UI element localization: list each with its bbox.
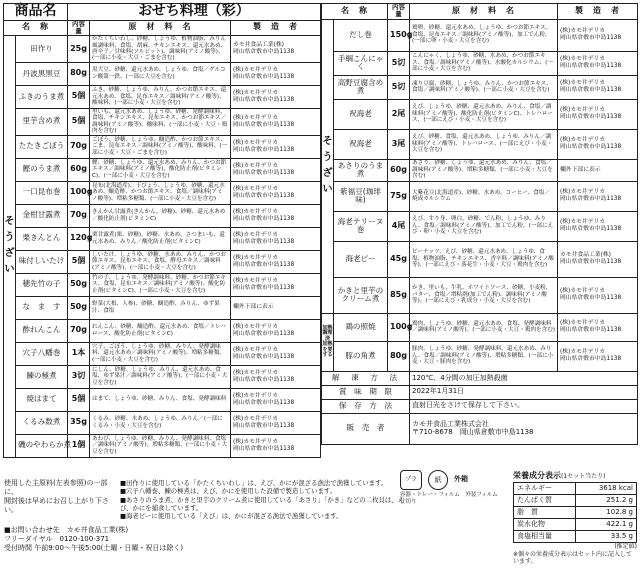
item-name: だし巻 bbox=[334, 19, 388, 51]
side-label: そ う ざ い bbox=[4, 36, 16, 457]
nutrition-label: 脂 質 bbox=[514, 507, 576, 519]
item-name: くるみ数煮 bbox=[16, 411, 68, 434]
table-row bbox=[322, 313, 638, 341]
table-row bbox=[4, 85, 321, 108]
item-content: 60g bbox=[388, 159, 410, 181]
item-content: 1個 bbox=[68, 434, 90, 457]
table-row bbox=[322, 277, 638, 313]
col-maker-header-right: 製 造 者 bbox=[558, 4, 638, 20]
item-name: あさりのうま煮 bbox=[334, 159, 388, 181]
contact-block bbox=[4, 526, 334, 553]
nutrition-value: 33.5 g bbox=[575, 531, 637, 543]
item-maker: (株)カモ井デリカ 岡山県倉敷市中島1138 bbox=[558, 51, 638, 75]
item-content: 2尾 bbox=[388, 99, 410, 129]
item-maker: (株)カモ井デリカ 岡山県倉敷市中島1138 bbox=[231, 365, 321, 388]
item-maker: (株)カモ井デリカ 岡山県倉敷市中島1138 bbox=[231, 250, 321, 273]
side-label-right-heat: 加熱調理済 加熱を要する bbox=[322, 313, 334, 371]
item-name: 鰊の極煮 bbox=[16, 365, 68, 388]
nutrition-row bbox=[514, 531, 637, 543]
footer-left-line1: 使用した主原料(左表参照)の一部に、 bbox=[4, 479, 108, 497]
item-ingredients: 大紫花豆(北海道産)、砂糖、水あめ、コーヒー、食塩／焼成カルシウム bbox=[410, 181, 558, 211]
allergen-note: ■あさりのうま煮、かきと里芋のクリーム煮に使用している「あさり」「かき」などの二枚貝は、えび、かにを捕食しています。 bbox=[120, 495, 405, 512]
item-ingredients: 野菜(大根、人参)、砂糖、醸造酢、みりん、ゆず果汁、食塩 bbox=[90, 296, 231, 319]
item-ingredients: はまて、しょうゆ、砂糖、みりん、食塩、発酵調味料 bbox=[90, 388, 231, 411]
item-maker: カモ井食品工業(株) 岡山県倉敷市中島1138 bbox=[558, 241, 638, 277]
item-maker: (株)カモ井デリカ 岡山県倉敷市中島1138 bbox=[231, 227, 321, 250]
item-content: 60g bbox=[68, 158, 90, 181]
item-ingredients: 栗甘露煮(栗、砂糖)、砂糖、水あめ、さつまいも、還元水あめ、みりん／酸化防止剤(ビタミンC) bbox=[90, 227, 231, 250]
item-content: 5切 bbox=[388, 75, 410, 99]
item-content: 5個 bbox=[68, 388, 90, 411]
seller-label: 販 売 者 bbox=[322, 413, 410, 444]
table-row bbox=[4, 135, 321, 158]
recycle-marks bbox=[400, 470, 508, 505]
item-name: 海老テリーヌ巻 bbox=[334, 211, 388, 241]
col-content-header-right: 内容量 bbox=[388, 4, 410, 20]
item-ingredients: あわび、しょうゆ、砂糖、みりん、発酵調味料、食塩／調味料(アミノ酸等)、増粘多糖類、(一部に小麦・大豆を含む) bbox=[90, 434, 231, 457]
table-row bbox=[4, 36, 321, 63]
item-ingredients: 竹の子、しょうゆ、発酵調味料、砂糖、かつお節エキス、食塩、昆布エキス／調味料(アミノ酸等)、酸化防止剤(ビタミンC)、(一部に小麦・大豆を含む) bbox=[90, 273, 231, 296]
nutrition-panel bbox=[513, 471, 637, 566]
item-content: 5個 bbox=[68, 108, 90, 135]
seller-value: カモ井食品工業株式会社 〒710-8678 岡山県倉敷市中島1138 bbox=[410, 413, 638, 444]
item-name: 味付しいたけ bbox=[16, 250, 68, 273]
item-content: 25g bbox=[68, 36, 90, 63]
item-ingredients: ふき、砂糖、しょうゆ、みりん、かつお節エキス、還元水あめ、食塩、昆布エキス／調味料(アミノ酸等)、酸味料、(一部に小麦・大豆を含む) bbox=[90, 85, 231, 108]
item-content: 120g bbox=[68, 227, 90, 250]
table-row bbox=[322, 19, 638, 51]
table-row bbox=[4, 227, 321, 250]
item-maker: (株)カモ井デリカ 岡山県倉敷市中島1138 bbox=[558, 19, 638, 51]
col-name-header-right: 名 称 bbox=[322, 4, 388, 20]
item-name: 豚の角煮 bbox=[334, 341, 388, 371]
item-name: 穂先竹の子 bbox=[16, 273, 68, 296]
item-ingredients: 凍り豆腐、砂糖、しょうゆ、みりん、かつお節エキス、食塩／調味料(アミノ酸等)、(一部に小麦・大豆を含む) bbox=[410, 75, 558, 99]
allergen-note: ■海老ピーに使用している「えび」は、かにが混ざる漁法で漁獲しています。 bbox=[120, 512, 343, 521]
item-maker: (株)カモ井デリカ 岡山県倉敷市中島1138 bbox=[231, 434, 321, 457]
expiry-label: 賞 味 期 限 bbox=[322, 385, 410, 399]
table-row bbox=[322, 75, 638, 99]
item-content: 100g bbox=[68, 181, 90, 204]
item-maker: (株)カモ井デリカ 岡山県倉敷市中島1138 bbox=[231, 85, 321, 108]
table-row bbox=[322, 181, 638, 211]
item-ingredients: 鰹、砂糖、しょうゆ、還元水あめ、みりん、かつお節エキス／調味料(アミノ酸等)、酸化防止剤(ビタミンC)、(一部に小麦・大豆を含む) bbox=[90, 158, 231, 181]
contact-line3: 受付時間 午前9:00〜午後5:00(土曜・日曜・祝日は除く) bbox=[4, 544, 184, 553]
item-content: 4尾 bbox=[388, 211, 410, 241]
plastic-recycle-icon: プラ bbox=[400, 470, 422, 490]
product-name-label: 商品名 bbox=[4, 4, 68, 21]
item-ingredients: くるみ、砂糖、水あめ、しょうゆ、みりん／(一部にくるみ・小麦・大豆を含む) bbox=[90, 411, 231, 434]
table-row bbox=[4, 296, 321, 319]
footer-left-line2: 開封後は早めにお召し上がり下さい。 bbox=[4, 497, 109, 515]
item-maker: (株)カモ井デリカ 岡山県倉敷市中島1138 bbox=[231, 388, 321, 411]
item-content: 50g bbox=[68, 296, 90, 319]
item-ingredients: 鶏肉、しょうゆ、砂糖、還元水あめ、食塩、発酵調味料／調味料(アミノ酸等)、(一部に小麦・大豆・鶏肉を含む) bbox=[410, 313, 558, 341]
nutrition-label: 炭水化物 bbox=[514, 519, 576, 531]
item-ingredients: かき、里いも、牛乳、ホワイトソース、砂糖、小麦粉、バター、食塩／増粘剤(加工でん粉)、調味料(アミノ酸等)、(一部にえび・乳成分・小麦・大豆を含む) bbox=[410, 277, 558, 313]
item-name: たたきごぼう bbox=[16, 135, 68, 158]
item-content: 70g bbox=[68, 135, 90, 158]
item-content: 70g bbox=[68, 204, 90, 227]
table-row bbox=[322, 51, 638, 75]
table-row bbox=[4, 158, 321, 181]
col-ingredients-header: 原 材 料 名 bbox=[90, 20, 231, 36]
item-name: かきと里芋のクリーム煮 bbox=[334, 277, 388, 313]
item-maker: (株)カモ井デリカ 岡山県倉敷市中島1138 bbox=[231, 204, 321, 227]
item-content: 35g bbox=[68, 411, 90, 434]
item-content: 80g bbox=[388, 341, 410, 371]
item-content: 150g bbox=[388, 19, 410, 51]
table-row bbox=[4, 181, 321, 204]
item-maker: 欄外下部に表示 bbox=[558, 159, 638, 181]
item-ingredients: かたくちいわし、砂糖、しょうゆ、植物油脂、みりん風調味料、食塩、胡麻、チキンエキス、還元水あめ、唐辛子／甘味料(ソルビット)、調味料(アミノ酸等)、(一部に小麦・大豆・ごまを含む) bbox=[90, 36, 231, 63]
table-row bbox=[4, 388, 321, 411]
item-maker: (株)カモ井デリカ 岡山県倉敷市中島1138 bbox=[231, 342, 321, 365]
item-maker: (株)カモ井デリカ 岡山県倉敷市中島1138 bbox=[558, 313, 638, 341]
item-content: 5個 bbox=[68, 85, 90, 108]
nutrition-row bbox=[514, 507, 637, 519]
table-row bbox=[4, 62, 321, 85]
table-row bbox=[4, 434, 321, 457]
table-row bbox=[322, 341, 638, 371]
item-maker: (株)カモ井デリカ 岡山県倉敷市中島1138 bbox=[231, 108, 321, 135]
item-ingredients: あさり、砂糖、しょうゆ、還元水あめ、みりん、食塩／調味料(アミノ酸等)、増粘多糖類、(一部に小麦・大豆を含む) bbox=[410, 159, 558, 181]
nutrition-value: 102.8 g bbox=[575, 507, 637, 519]
item-maker: (株)カモ井デリカ 岡山県倉敷市中島1138 bbox=[231, 411, 321, 434]
item-name: 一口昆布巻 bbox=[16, 181, 68, 204]
nutrition-title: 栄養成分表示 bbox=[513, 471, 561, 480]
allergen-notes bbox=[120, 479, 410, 521]
item-content: 85g bbox=[388, 277, 410, 313]
item-content: 70g bbox=[68, 319, 90, 342]
item-ingredients: 穴子、ごぼう、しょうゆ、砂糖、みりん、発酵調味料、還元水あめ／調味料(アミノ酸等)、増粘多糖類、(一部に小麦・大豆を含む) bbox=[90, 342, 231, 365]
allergen-note: ■田作りに使用している「かたくちいわし」は、えび、かにが混ざる漁法で漁獲しています。 bbox=[120, 479, 388, 487]
item-content: 45g bbox=[388, 241, 410, 277]
storage-value: 直射日光をさけて保存して下さい。 bbox=[410, 399, 638, 413]
item-ingredients: えび、しょうゆ、砂糖、還元水あめ、みりん、食塩／調味料(アミノ酸等)、酸化防止剤(ビタミンC)、トレハロース、(一部にえび・小麦・大豆を含む) bbox=[410, 99, 558, 129]
item-name: 紫福豆(珈琲味) bbox=[334, 181, 388, 211]
item-maker: (株)カモ井デリカ 岡山県倉敷市中島1138 bbox=[231, 273, 321, 296]
storage-label: 保 存 方 法 bbox=[322, 399, 410, 413]
contact-line2: フリーダイヤル 0120-100-371 bbox=[4, 535, 110, 544]
col-ingredients-header-right: 原 材 料 名 bbox=[410, 4, 558, 20]
table-row bbox=[322, 159, 638, 181]
nutrition-row bbox=[514, 519, 637, 531]
item-maker: (株)カモ井デリカ 岡山県倉敷市中島1138 bbox=[558, 75, 638, 99]
item-ingredients: 鶏卵、砂糖、還元水あめ、しょうゆ、かつお節エキス、食塩、昆布エキス／調味料(アミノ酸等)、加工でん粉、(一部に卵・小麦・大豆を含む) bbox=[410, 19, 558, 51]
item-content: 50g bbox=[68, 273, 90, 296]
item-content: 1本 bbox=[68, 342, 90, 365]
table-row bbox=[4, 204, 321, 227]
item-name: ふきのうま煮 bbox=[16, 85, 68, 108]
item-maker: (株)カモ井デリカ 岡山県倉敷市中島1138 bbox=[558, 129, 638, 159]
table-row bbox=[4, 319, 321, 342]
nutrition-value: 251.2 g bbox=[575, 495, 637, 507]
nutrition-estimate-note: (推定値) bbox=[614, 543, 637, 551]
item-maker: (株)カモ井デリカ 岡山県倉敷市中島1138 bbox=[558, 181, 638, 211]
item-name: 田作り bbox=[16, 36, 68, 63]
item-maker: (株)カモ井デリカ 岡山県倉敷市中島1138 bbox=[231, 158, 321, 181]
item-maker: (株)カモ井デリカ 岡山県倉敷市中島1138 bbox=[231, 62, 321, 85]
item-name: 鰹のうま煮 bbox=[16, 158, 68, 181]
table-row bbox=[4, 411, 321, 434]
col-maker-header: 製 造 者 bbox=[231, 20, 321, 36]
item-ingredients: にしん、砂糖、しょうゆ、みりん、還元水あめ、食塩、ゆず果汁／調味料(アミノ酸等)、(一部に小麦・大豆を含む) bbox=[90, 365, 231, 388]
item-maker: 欄外下部に表示 bbox=[231, 296, 321, 319]
col-content-header: 内容量 bbox=[68, 20, 90, 36]
footer-left bbox=[4, 479, 114, 515]
item-content: 100g bbox=[388, 313, 410, 341]
table-row bbox=[322, 99, 638, 129]
nutrition-label: 食塩相当量 bbox=[514, 531, 576, 543]
table-row bbox=[4, 365, 321, 388]
nutrition-label: たんぱく質 bbox=[514, 495, 576, 507]
item-ingredients: しいたけ、しょうゆ、砂糖、水あめ、みりん、かつお節エキス、昆布エキス、食塩、酵母エキス／調味料(アミノ酸等)、(一部に小麦・大豆を含む) bbox=[90, 250, 231, 273]
table-row bbox=[4, 250, 321, 273]
item-name: 鶏の照焼 bbox=[334, 313, 388, 341]
item-name: 祝海老 bbox=[334, 129, 388, 159]
item-content: 5切 bbox=[388, 51, 410, 75]
expiry-value: 2022年1月31日 bbox=[410, 385, 638, 399]
table-row bbox=[322, 211, 638, 241]
left-ingredient-table bbox=[3, 3, 321, 458]
table-row bbox=[4, 342, 321, 365]
nutrition-unit-note: (1セット当たり) bbox=[561, 473, 606, 480]
item-maker: (株)カモ井デリカ 岡山県倉敷市中島1138 bbox=[558, 277, 638, 313]
item-ingredients: 昆布(北海道産)、干ぴょう、しょうゆ、砂糖、還元水あめ、醸造酢、かつお節エキス、食塩／調味料(アミノ酸等)、増粘多糖類、(一部に小麦・大豆を含む) bbox=[90, 181, 231, 204]
item-ingredients: れんこん、砂糖、醸造酢、還元水あめ、食塩／トレハロース、酸化防止剤(ビタミンC) bbox=[90, 319, 231, 342]
cook-method-value: 120℃、4分間の加圧加熱殺菌 bbox=[410, 371, 638, 385]
nutrition-value: 3618 kcal bbox=[575, 483, 637, 495]
col-name-header: 名 称 bbox=[4, 20, 68, 36]
item-name: な ま す bbox=[16, 296, 68, 319]
side-label-right: そ う ざ い bbox=[322, 19, 334, 313]
item-name: 栗きんとん bbox=[16, 227, 68, 250]
item-ingredients: えび、すり身、卵白、砂糖、でん粉、しょうゆ、みりん、食塩／調味料(アミノ酸等)、加工でん粉、(一部にえび・卵・小麦・大豆を含む) bbox=[410, 211, 558, 241]
item-ingredients: きんかん甘露煮(きんかん、砂糖)、砂糖、還元水あめ／酸化防止剤(ビタミンC) bbox=[90, 204, 231, 227]
item-name: 海老ピー bbox=[334, 241, 388, 277]
item-maker: カモ井食品工業(株) 岡山県倉敷市中島1138 bbox=[231, 36, 321, 63]
item-ingredients: 黒大豆、砂糖、還元水あめ、しょうゆ、食塩／グルコン酸第一鉄、(一部に大豆を含む) bbox=[90, 62, 231, 85]
cook-method-label: 解 凍 方 法 bbox=[322, 371, 410, 385]
item-name: 穴子八幡巻 bbox=[16, 342, 68, 365]
item-content: 75g bbox=[388, 181, 410, 211]
item-maker: (株)カモ井デリカ 岡山県倉敷市中島1138 bbox=[558, 341, 638, 371]
nutrition-row bbox=[514, 483, 637, 495]
table-row bbox=[4, 108, 321, 135]
item-ingredients: こんにゃく、しょうゆ、砂糖、水あめ、かつお節エキス、食塩／調味料(アミノ酸等)、水酸化カルシウム、(一部に小麦・大豆を含む) bbox=[410, 51, 558, 75]
nutrition-value: 422.1 g bbox=[575, 519, 637, 531]
nutrition-label: エネルギー bbox=[514, 483, 576, 495]
paper-recycle-icon: 紙 bbox=[428, 470, 448, 490]
item-name: 祝海老 bbox=[334, 99, 388, 129]
item-name: 高野豆腐含め煮 bbox=[334, 75, 388, 99]
item-name: 金柑甘露煮 bbox=[16, 204, 68, 227]
item-content: 80g bbox=[68, 62, 90, 85]
product-title: おせち料理（彩） bbox=[68, 4, 321, 21]
item-ingredients: えび、砂糖、食塩、還元水あめ、しょうゆ、みりん／調味料(アミノ酸等)、トレハロース、(一部にえび・小麦・大豆を含む) bbox=[410, 129, 558, 159]
nutrition-row bbox=[514, 495, 637, 507]
item-maker: (株)カモ井デリカ 岡山県倉敷市中島1138 bbox=[558, 211, 638, 241]
item-ingredients: ごぼう、砂糖、しょうゆ、醸造酢、かつお節エキス、ごま、昆布エキス／調味料(アミノ酸等)、酸味料、(一部に小麦・大豆・ごまを含む) bbox=[90, 135, 231, 158]
item-name: 丹波黒黒豆 bbox=[16, 62, 68, 85]
item-ingredients: 豚肉、しょうゆ、砂糖、発酵調味料、還元水あめ、みりん、食塩／調味料(アミノ酸等)、増粘多糖類、(一部に小麦・大豆・豚肉を含む) bbox=[410, 341, 558, 371]
item-ingredients: 里いも、還元水あめ、しょうゆ、砂糖、発酵調味料、食塩、チキンエキス、昆布エキス、かつお節エキス／調味料(アミノ酸等)、酸味料、(一部に小麦・大豆・鶏肉を含む) bbox=[90, 108, 231, 135]
item-name: 手綱こんにゃく bbox=[334, 51, 388, 75]
item-name: 焼はまて bbox=[16, 388, 68, 411]
outer-box-label: 外箱 bbox=[454, 475, 468, 484]
item-maker: (株)カモ井デリカ 岡山県倉敷市中島1138 bbox=[231, 181, 321, 204]
item-name: 酢れんこん bbox=[16, 319, 68, 342]
nutrition-note: ※個々の栄養成分表示はセット内に記入しています。 bbox=[513, 551, 633, 566]
item-maker: (株)カモ井デリカ 岡山県倉敷市中島1138 bbox=[231, 319, 321, 342]
item-name: 里芋含め煮 bbox=[16, 108, 68, 135]
item-content: 3切 bbox=[68, 365, 90, 388]
recycle-text: 容器・トレー・フィルム 外装フィルム 仕切り bbox=[400, 492, 504, 505]
nutrition-table bbox=[513, 482, 637, 543]
table-row bbox=[322, 129, 638, 159]
item-content: 5個 bbox=[68, 250, 90, 273]
item-ingredients: ピーナッツ、えび、砂糖、還元水あめ、しょうゆ、食塩、植物油脂、チキンエキス、香辛料／調味料(アミノ酸等)、(一部にえび・落花生・小麦・大豆・鶏肉を含む) bbox=[410, 241, 558, 277]
item-name: 磯のやわらか煮 bbox=[16, 434, 68, 457]
allergen-note: ■穴子八幡巻、鰊の極煮は、えび、かにを使用した設備で製造しています。 bbox=[120, 487, 337, 496]
table-row bbox=[4, 273, 321, 296]
item-maker: (株)カモ井デリカ 岡山県倉敷市中島1138 bbox=[558, 99, 638, 129]
item-maker: (株)カモ井デリカ 岡山県倉敷市中島1138 bbox=[231, 135, 321, 158]
right-ingredient-table bbox=[321, 3, 638, 445]
table-row bbox=[322, 241, 638, 277]
contact-line1: ■お問い合わせ先 カモ井食品工業(株) bbox=[4, 526, 129, 534]
item-content: 3尾 bbox=[388, 129, 410, 159]
